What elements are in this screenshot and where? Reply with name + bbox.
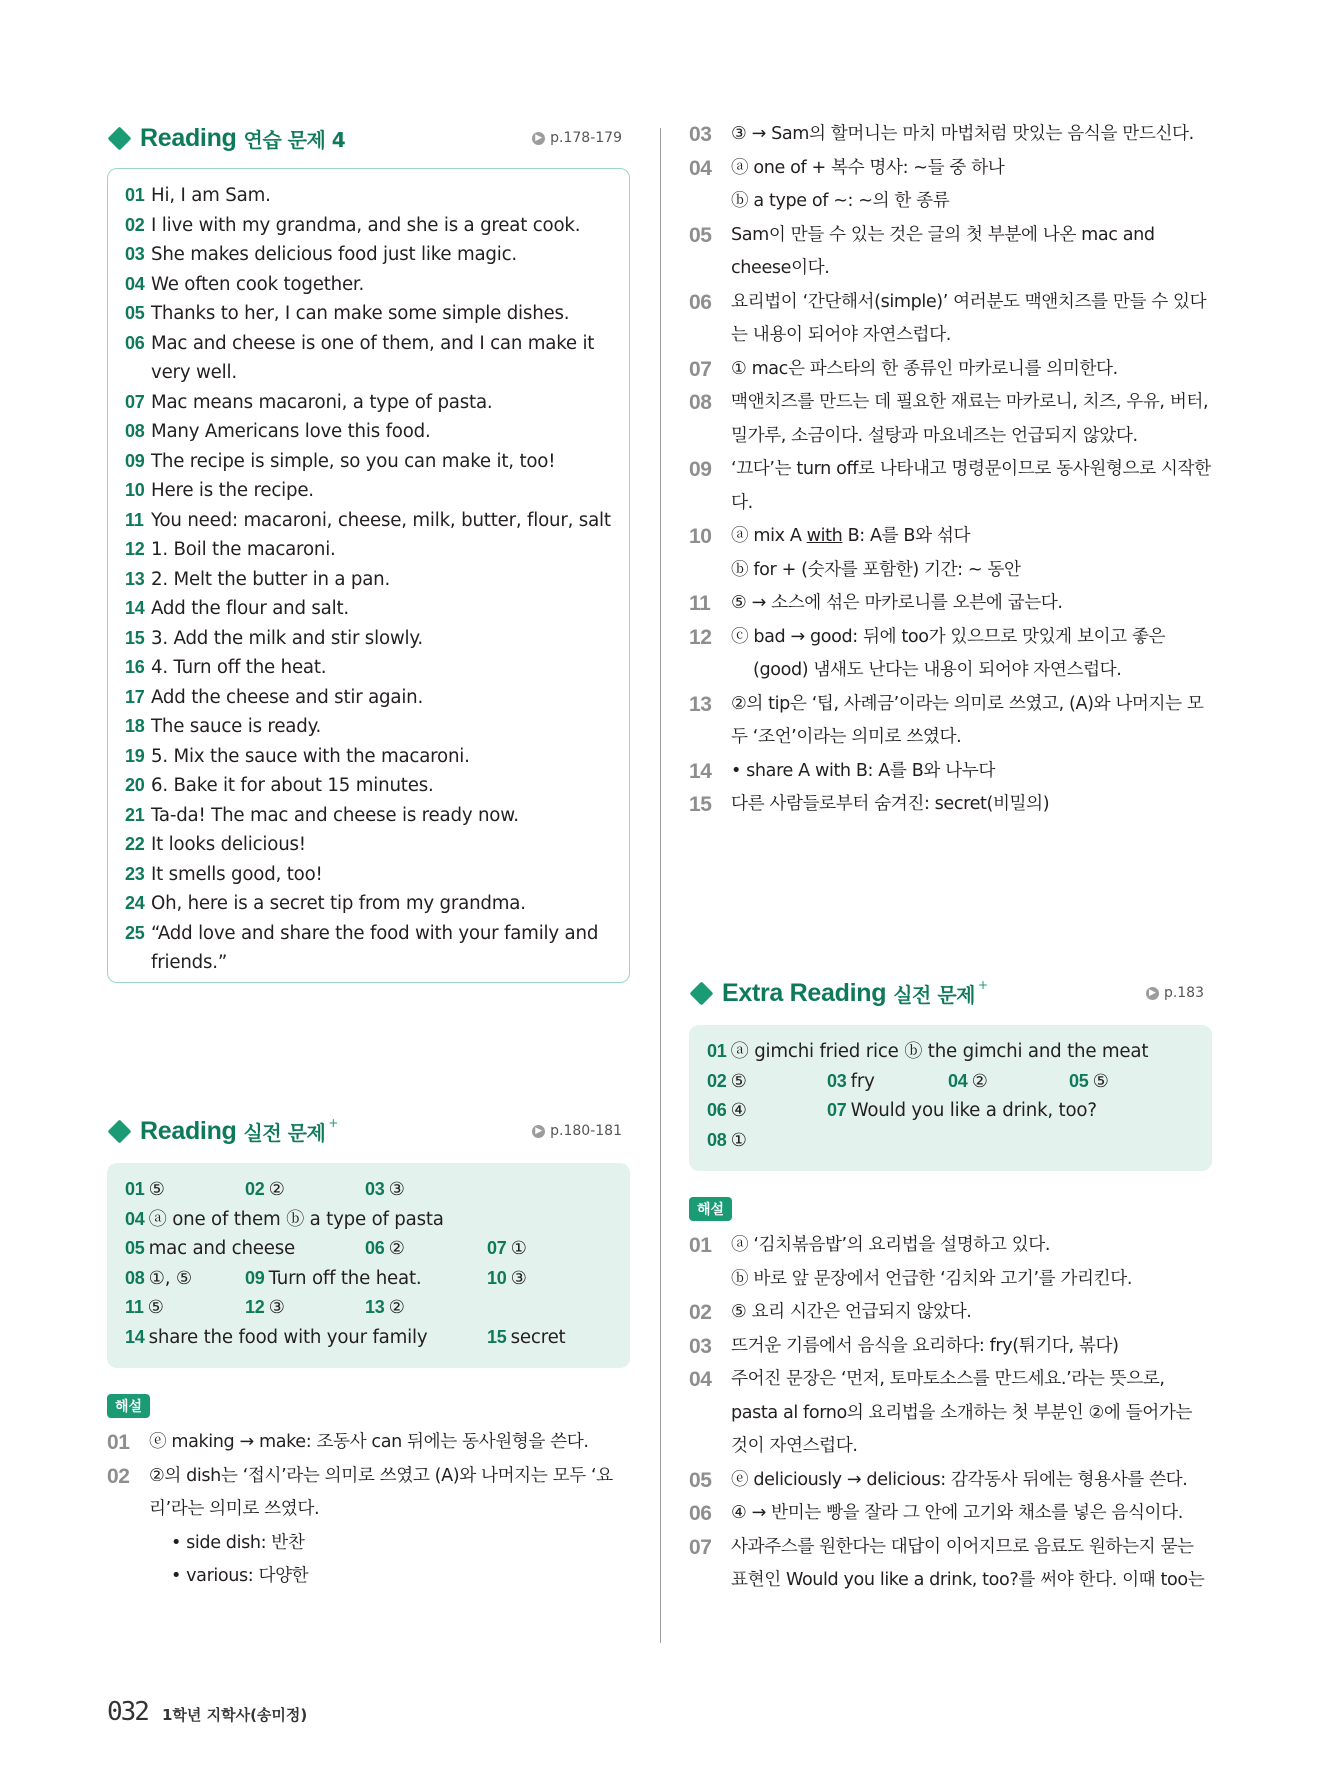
explanation-item	[689, 788, 1212, 822]
section-title-ko: 실전 문제	[893, 983, 975, 1007]
answer-number: 15	[487, 1326, 507, 1347]
section-title-en: Reading	[140, 1117, 237, 1145]
passage-line	[125, 771, 613, 801]
reading4-header	[107, 118, 630, 158]
answer-number: 06	[707, 1100, 727, 1120]
answer-row	[125, 1264, 612, 1294]
explanation-item	[689, 1229, 1212, 1296]
answer-row	[707, 1037, 1194, 1067]
answer-number: 09	[245, 1267, 265, 1288]
passage-line	[125, 388, 613, 418]
section-title-en: Extra Reading	[722, 979, 887, 1007]
line-text: Many Americans love this food.	[151, 421, 431, 442]
answer-box	[689, 1025, 1212, 1171]
explanation-item	[689, 286, 1212, 353]
answer-value: Would you like a drink, too?	[850, 1100, 1097, 1121]
explanation-item	[689, 1296, 1212, 1330]
page-reference	[532, 130, 622, 146]
explanation-item	[689, 1497, 1212, 1531]
line-text: 5. Mix the sauce with the macaroni.	[151, 745, 470, 767]
explanation-number: 02	[689, 1301, 712, 1324]
answer-number: 14	[125, 1326, 145, 1347]
answer-number: 11	[125, 1297, 144, 1317]
passage-line	[125, 211, 613, 241]
answer-value: secret	[510, 1326, 566, 1348]
line-number: 10	[125, 480, 145, 500]
section-title-ko: 연습 문제 4	[243, 128, 346, 152]
explanation-text: • share A with B: A를 B와 나누다	[731, 760, 995, 781]
explanation-number: 01	[689, 1234, 712, 1257]
explanation-text: 다른 사람들로부터 숨겨진: secret(비밀의)	[731, 794, 1050, 814]
passage-line	[125, 801, 613, 831]
line-number: 18	[125, 716, 145, 736]
answer-value: ②	[388, 1238, 405, 1259]
explanation-item	[689, 755, 1212, 789]
explanation-number: 10	[689, 525, 712, 548]
explanation-number: 05	[689, 223, 712, 247]
line-text: “Add love and share the food with your family and friends.”	[151, 922, 599, 973]
explanation-text: ②의 tip은 ‘팁, 사례금’이라는 의미로 쓰였고, (A)와 나머지는 모두 ‘조언’이라는 의미로 쓰였다.	[731, 693, 1204, 747]
line-number: 14	[125, 598, 145, 618]
plus-mark: +	[328, 1115, 339, 1130]
explanation-item	[689, 1531, 1212, 1598]
explanation-item	[689, 688, 1212, 755]
answer-number: 12	[245, 1297, 265, 1317]
answer-number: 01	[707, 1041, 727, 1061]
column-divider	[660, 128, 661, 1643]
answer-value: ⑤	[1092, 1070, 1109, 1092]
arrow-right-icon: ▶	[532, 132, 545, 145]
explanation-item	[689, 1363, 1212, 1464]
line-number: 22	[125, 834, 145, 854]
explanation-text: ⑤ 요리 시간은 언급되지 않았다.	[731, 1302, 972, 1322]
line-number: 21	[125, 804, 145, 825]
explanation-list-continued	[689, 118, 1212, 822]
answer-value: ②	[388, 1297, 405, 1318]
answer-row	[125, 1175, 612, 1205]
line-text: I live with my grandma, and she is a great cook.	[151, 214, 581, 236]
passage-line	[125, 653, 613, 683]
passage-line	[125, 860, 613, 890]
line-number: 23	[125, 863, 145, 884]
passage-line	[125, 417, 613, 447]
answer-number: 10	[487, 1267, 507, 1288]
answer-row	[707, 1126, 1194, 1156]
line-text: Add the cheese and stir again.	[151, 686, 424, 708]
line-text: 1. Boil the macaroni.	[151, 539, 336, 560]
explanation-item	[689, 1464, 1212, 1498]
line-text: 6. Bake it for about 15 minutes.	[151, 775, 434, 796]
explanation-item	[107, 1460, 630, 1594]
explanation-number: 03	[689, 1334, 712, 1358]
passage-line	[125, 506, 613, 536]
answer-number: 13	[365, 1297, 385, 1317]
line-number: 19	[125, 745, 145, 766]
line-number: 17	[125, 686, 145, 707]
answer-value: ②	[268, 1179, 285, 1200]
explanation-text: (good) 냄새도 난다는 내용이 되어야 자연스럽다.	[753, 660, 1122, 680]
line-number: 25	[125, 922, 145, 943]
passage-line	[125, 830, 613, 860]
line-number: 08	[125, 421, 145, 441]
answer-number: 07	[487, 1238, 507, 1258]
answer-row	[707, 1096, 1194, 1126]
answer-value: mac and cheese	[148, 1238, 296, 1259]
line-text: 3. Add the milk and stir slowly.	[151, 627, 423, 649]
passage-line	[125, 889, 613, 919]
explanation-number: 13	[689, 692, 712, 716]
line-number: 02	[125, 214, 145, 235]
explanation-number: 11	[689, 592, 711, 615]
book-title: 1학년 지학사(송미정)	[161, 1706, 308, 1724]
explanation-text: ⓐ ‘김치볶음밥’의 요리법을 설명하고 있다.	[731, 1235, 1051, 1255]
line-number: 06	[125, 332, 145, 353]
explanation-text: ⓔ deliciously → delicious: 감각동사 뒤에는 형용사를 쓴다.	[731, 1469, 1188, 1490]
passage-line	[125, 919, 613, 978]
line-number: 05	[125, 303, 145, 323]
passage-line	[125, 329, 613, 388]
answer-row	[125, 1293, 612, 1323]
answer-value: fry	[850, 1070, 875, 1092]
reading-passage-box	[107, 168, 630, 983]
extra-reading-header	[689, 973, 1212, 1013]
answer-value: ①, ⑤	[148, 1267, 192, 1289]
section-title-ko: 실전 문제	[243, 1121, 326, 1145]
answer-number: 03	[827, 1070, 847, 1091]
passage-line	[125, 476, 613, 506]
page-reference	[1146, 985, 1204, 1001]
passage-line	[125, 299, 613, 329]
line-number: 12	[125, 539, 145, 559]
answer-number: 05	[1069, 1070, 1089, 1091]
line-number: 09	[125, 450, 145, 471]
explanation-text: 요리법이 ‘간단해서(simple)’ 여러분도 맥앤치즈를 만들 수 있다는 내용이 되어야 자연스럽다.	[731, 291, 1207, 345]
explanation-number: 03	[689, 123, 712, 146]
answer-number: 02	[707, 1070, 727, 1091]
explanation-number: 14	[689, 759, 712, 783]
passage-line	[125, 594, 613, 624]
explanation-number: 12	[689, 625, 712, 649]
answer-value: ⓐ gimchi fried rice ⓑ the gimchi and the meat	[730, 1041, 1149, 1062]
answer-row	[707, 1067, 1194, 1097]
explanation-number: 04	[689, 1368, 712, 1391]
answer-row	[125, 1323, 612, 1353]
passage-line	[125, 565, 613, 595]
line-text: She makes delicious food just like magic.	[151, 244, 517, 265]
answer-value: ⓐ one of them ⓑ a type of pasta	[148, 1208, 444, 1230]
line-text: The sauce is ready.	[151, 716, 322, 737]
line-text: Thanks to her, I can make some simple dishes.	[151, 303, 570, 324]
answer-value: ①	[730, 1129, 747, 1151]
explanation-number: 15	[689, 793, 712, 816]
explanation-text: ⓑ a type of ~: ~의 한 종류	[731, 191, 950, 211]
explanation-number: 06	[689, 290, 712, 314]
answer-number: 08	[125, 1267, 145, 1288]
answer-row	[125, 1234, 612, 1264]
explanation-text: ②의 dish는 ‘접시’라는 의미로 쓰였고 (A)와 나머지는 모두 ‘요리’라는 의미로 쓰였다.	[149, 1465, 613, 1519]
underlined-word: with	[806, 526, 843, 546]
right-column	[689, 118, 1212, 1590]
page-reference-text: p.178-179	[550, 130, 622, 146]
line-text: Mac means macaroni, a type of pasta.	[151, 391, 493, 413]
passage-line	[125, 624, 613, 654]
passage-line	[125, 712, 613, 742]
line-number: 15	[125, 627, 145, 648]
explanation-item	[689, 219, 1212, 286]
passage-line	[125, 683, 613, 713]
page-footer	[107, 1697, 307, 1727]
diamond-icon	[107, 126, 131, 150]
explanation-text: ‘끄다’는 turn off로 나타내고 명령문이므로 동사원형으로 시작한다.	[731, 459, 1211, 513]
answer-box	[107, 1163, 630, 1368]
line-number: 20	[125, 775, 145, 795]
line-text: Hi, I am Sam.	[151, 185, 271, 206]
diamond-icon	[107, 1119, 131, 1143]
answer-number: 04	[125, 1208, 145, 1229]
vocab-bullet: • side dish: 반찬	[171, 1532, 305, 1553]
answer-number: 06	[365, 1238, 385, 1258]
explanation-item	[689, 1330, 1212, 1364]
explanation-text: ⓑ for + (숫자를 포함한) 기간: ~ 동안	[731, 559, 1021, 580]
explanation-number: 08	[689, 391, 712, 414]
line-text: 2. Melt the butter in a pan.	[151, 568, 391, 590]
page-reference	[532, 1123, 622, 1139]
explanation-item	[689, 386, 1212, 453]
answer-value: ③	[388, 1179, 405, 1200]
answer-value: ③	[510, 1267, 527, 1289]
line-number: 13	[125, 568, 145, 589]
explanation-text: ③ → Sam의 할머니는 마치 마법처럼 맛있는 음식을 만드신다.	[731, 124, 1194, 144]
page-reference-text: p.183	[1163, 985, 1204, 1001]
passage-line	[125, 270, 613, 300]
answer-value: Turn off the heat.	[268, 1267, 422, 1289]
explanation-text: 뜨거운 기름에서 음식을 요리하다: fry(튀기다, 볶다)	[731, 1335, 1119, 1356]
passage-line	[125, 742, 613, 772]
answer-number: 05	[125, 1238, 145, 1258]
line-text: It looks delicious!	[151, 834, 306, 855]
line-number: 24	[125, 893, 145, 913]
line-text: 4. Turn off the heat.	[151, 657, 327, 678]
explanation-tag: 해설	[107, 1394, 150, 1418]
vocab-bullet: • various: 다양한	[171, 1566, 309, 1586]
answer-value: ⑤	[147, 1297, 164, 1318]
line-text: Oh, here is a secret tip from my grandma.	[151, 893, 526, 914]
explanation-text	[731, 520, 1212, 554]
explanation-text: 맥앤치즈를 만드는 데 필요한 재료는 마카로니, 치즈, 우유, 버터, 밀가루, 소금이다. 설탕과 마요네즈는 언급되지 않았다.	[731, 392, 1209, 446]
line-text: Add the flour and salt.	[151, 598, 349, 619]
passage-line	[125, 181, 613, 211]
explanation-tag: 해설	[689, 1197, 732, 1221]
answer-value: ①	[510, 1238, 527, 1259]
answer-value: ③	[268, 1297, 285, 1318]
answer-row	[125, 1205, 612, 1235]
explanation-text: ⓐ one of + 복수 명사: ~들 중 하나	[731, 157, 1005, 178]
answer-value: share the food with your family	[148, 1326, 428, 1348]
line-text: We often cook together.	[151, 273, 365, 295]
explanation-text: ⓑ 바로 앞 문장에서 언급한 ‘김치와 고기’를 가리킨다.	[731, 1268, 1133, 1289]
explanation-item	[689, 453, 1212, 520]
explanation-item	[689, 118, 1212, 152]
arrow-right-icon: ▶	[532, 1125, 545, 1138]
answer-value: ④	[730, 1100, 747, 1121]
explanation-text-part: ⓐ mix A	[731, 526, 807, 546]
line-number: 04	[125, 273, 145, 294]
line-number: 07	[125, 391, 145, 412]
answer-value: ②	[971, 1070, 988, 1092]
line-text: The recipe is simple, so you can make it, too!	[151, 450, 556, 472]
line-number: 01	[125, 185, 145, 205]
line-number: 03	[125, 244, 145, 264]
passage-line	[125, 240, 613, 270]
answer-value: ⑤	[730, 1070, 747, 1092]
passage-line	[125, 447, 613, 477]
diamond-icon	[689, 981, 713, 1005]
answer-number: 03	[365, 1179, 385, 1199]
explanation-list	[107, 1426, 630, 1594]
arrow-right-icon: ▶	[1146, 987, 1159, 1000]
explanation-number: 04	[689, 156, 712, 180]
line-text: You need: macaroni, cheese, milk, butter, flour, salt	[151, 509, 611, 531]
explanation-item	[689, 621, 1212, 688]
explanation-text: Sam이 만들 수 있는 것은 글의 첫 부분에 나온 mac and cheese이다.	[731, 224, 1155, 278]
explanation-number: 06	[689, 1502, 712, 1525]
explanation-list	[689, 1229, 1212, 1598]
explanation-text-part: B: A를 B와 섞다	[842, 526, 971, 546]
explanation-number: 05	[689, 1468, 712, 1492]
explanation-text: ⓔ making → make: 조동사 can 뒤에는 동사원형을 쓴다.	[149, 1432, 589, 1452]
answer-number: 04	[948, 1070, 968, 1091]
explanation-number: 01	[107, 1431, 130, 1454]
answer-value: ⑤	[148, 1179, 165, 1200]
explanation-number: 09	[689, 458, 712, 481]
explanation-text: ④ → 반미는 빵을 잘라 그 안에 고기와 채소를 넣은 음식이다.	[731, 1503, 1183, 1523]
explanation-number: 02	[107, 1464, 130, 1488]
plus-mark: +	[977, 977, 989, 992]
page-reference-text: p.180-181	[550, 1123, 622, 1139]
explanation-item	[689, 152, 1212, 219]
answer-number: 08	[707, 1129, 727, 1150]
line-text: Mac and cheese is one of them, and I can make it very well.	[151, 332, 595, 383]
page-number: 032	[107, 1697, 148, 1727]
left-column	[107, 118, 630, 1594]
explanation-item	[689, 520, 1212, 587]
explanation-number: 07	[689, 1535, 712, 1559]
explanation-number: 07	[689, 357, 712, 381]
reading-real-header	[107, 1111, 630, 1151]
line-text: Ta-da! The mac and cheese is ready now.	[151, 804, 519, 826]
line-number: 16	[125, 657, 145, 677]
answer-number: 01	[125, 1179, 145, 1199]
explanation-item	[689, 587, 1212, 621]
section-title-en: Reading	[140, 124, 237, 152]
explanation-text: ⑤ → 소스에 섞은 마카로니를 오븐에 굽는다.	[731, 593, 1063, 613]
explanation-text: ① mac은 파스타의 한 종류인 마카로니를 의미한다.	[731, 358, 1118, 379]
line-text: It smells good, too!	[151, 863, 323, 885]
explanation-text: 사과주스를 원한다는 대답이 이어지므로 음료도 원하는지 묻는 표현인 Would you like a drink, too?를 써야 한다. 이때 too는	[731, 1536, 1205, 1590]
passage-line	[125, 535, 613, 565]
explanation-text: 주어진 문장은 ‘먼저, 토마토소스를 만드세요.’라는 뜻으로, pasta al forno의 요리법을 소개하는 첫 부분인 ②에 들어가는 것이 자연스럽다.	[731, 1369, 1193, 1456]
answer-number: 07	[827, 1100, 847, 1120]
explanation-item	[107, 1426, 630, 1460]
explanation-text: ⓒ bad → good: 뒤에 too가 있으므로 맛있게 보이고 좋은	[731, 626, 1166, 647]
explanation-item	[689, 353, 1212, 387]
line-number: 11	[125, 509, 144, 530]
line-text: Here is the recipe.	[151, 480, 314, 501]
answer-number: 02	[245, 1179, 265, 1199]
